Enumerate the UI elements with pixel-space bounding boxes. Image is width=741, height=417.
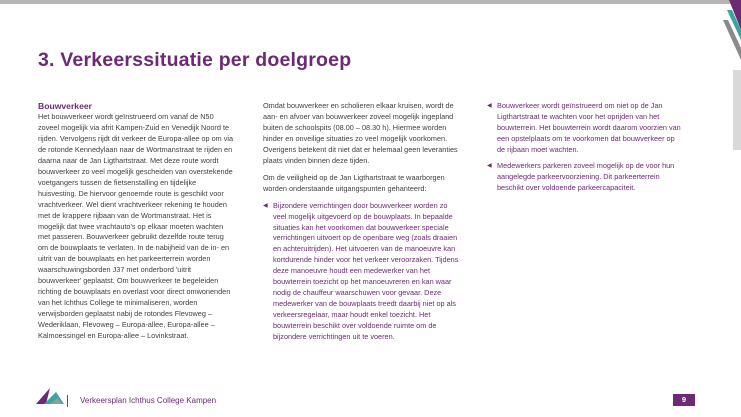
- bullet-text-line: en achteruitrijden). Het uitvoeren van de manoeuvre kan: [273, 244, 456, 254]
- footer-title: Verkeersplan Ichthus College Kampen: [80, 396, 217, 405]
- text-line: buiten de schoolspits (08.00 – 08.30 h). Hiermee worden: [263, 122, 447, 132]
- triangle-bullet-icon: ◀: [487, 103, 492, 109]
- text-line: Overigens betekent dit niet dat er helemaal geen leveranties: [263, 144, 458, 154]
- bullet-text-line: bouwterrein beschikt over voldoende ruimte om de: [273, 321, 437, 331]
- column-right: [487, 101, 702, 199]
- bullet-text-line: bouwterrein. Het bouwterrein wordt daarom voorzien van: [497, 122, 681, 132]
- text-line: bouwverkeer zo veel mogelijk gescheiden van overstekende: [38, 166, 233, 176]
- bullet-text-line: deze manoeuvre houdt een medewerker van het: [273, 266, 430, 276]
- bullet-text-line: kortdurende hinder voor het verkeer veroorzaken. Tijdens: [273, 255, 459, 265]
- text-line: rijden. Vervolgens rijdt dit verkeer de Europa-allee op om via: [38, 133, 234, 143]
- bullet-text-line: verkeersregelaar, maar houdt enkel toezicht. Het: [273, 310, 431, 320]
- page-number: 9: [673, 394, 695, 406]
- footer-divider: [67, 395, 68, 407]
- text-line: zoveel mogelijk via afrit Kampen-Zuid en Venedijk Noord te: [38, 122, 230, 132]
- triangle-bullet-icon: ◀: [487, 162, 492, 169]
- bullet-text-line: Ligthartstraat te wachten voor het oprijden van het: [497, 111, 660, 121]
- column-bouwverkeer: [38, 101, 250, 342]
- bullet-opstelplaats: [487, 101, 702, 156]
- page-title: 3. Verkeerssituatie per doelgroep: [38, 49, 352, 71]
- bullet-text-line: de rijbaan moet wachten.: [497, 144, 579, 154]
- text-line: om de bouwplaats te verlaten. In de nabijheid van de in- en: [38, 243, 230, 253]
- text-line: huisvesting. De hiervoor genoemde route is geschikt voor: [38, 188, 224, 198]
- text-line: Het bouwverkeer wordt geïnstrueerd om vanaf de N50: [38, 112, 214, 121]
- bullet-text-line: medewerker van de bouwplaats treedt daarbij niet op als: [273, 299, 456, 309]
- text-line: worden onderstaande uitgangspunten gehanteerd:: [263, 183, 427, 193]
- text-line: de rotonde Kennedylaan naar de Wortmanstraat te rijden en: [38, 144, 233, 154]
- text-line: plaats vinden binnen deze tijden.: [263, 155, 370, 165]
- text-line: vrachtverkeer. Wel dient vrachtverkeer rekening te houden: [38, 199, 227, 209]
- text-line: met de krappere rijbaan van de Wortmanstraat. Het is: [38, 210, 212, 220]
- text-line: voetgangers tussen de fietsenstalling en tijdelijke: [38, 177, 197, 187]
- text-line: uitrit van de bouwplaats en het parkeerterrein worden: [38, 254, 211, 264]
- paragraph-uitgangspunten: [263, 173, 475, 195]
- text-line: daarna naar de Jan Ligthartstraat. Met deze route wordt: [38, 155, 219, 165]
- bullet-text-line: situaties kan het voorkomen dat bouwverkeer speciale: [273, 222, 449, 232]
- text-line: Wederiklaan, Flevoweg – Europa-allee, Europa-allee –: [38, 320, 215, 330]
- triangle-bullet-icon: ◀: [263, 202, 268, 209]
- text-line: met passeren. Bouwverkeer gebruikt dezelfde route terug: [38, 232, 224, 242]
- text-line: Kalmoessingel en Europa-allee – Lovinkstraat.: [38, 331, 189, 341]
- bullet-text-line: Bijzondere verrichtingen door bouwverkeer worden zo: [273, 200, 448, 210]
- paragraph-schoolspits: [263, 101, 475, 167]
- text-line: hinder en onveilige situaties zo veel mogelijk voorkomen.: [263, 133, 448, 143]
- school-logo-icon: [36, 384, 64, 408]
- text-line: mogelijk dat twee vrachtauto's op elkaar moeten wachten: [38, 221, 224, 231]
- bullet-text-line: een opstelplaats om te voorkomen dat bouwverkeer op: [497, 133, 675, 143]
- bullet-text-line: bouwterrein toezicht op het manoeuvreren en kan waar: [273, 277, 452, 287]
- text-line: verwijsborden geplaatst nabij de rotondes Flevoweg –: [38, 309, 213, 319]
- column-middle: [263, 101, 475, 348]
- bullet-text-line: Bouwverkeer wordt geïnstrueerd om niet op de Jan: [497, 101, 663, 110]
- bullet-bijzondere-verrichtingen: [263, 201, 475, 343]
- bullet-text-line: veel mogelijk uitgevoerd op de bouwplaats. In bepaalde: [273, 211, 453, 221]
- paragraph-bouwverkeer: [38, 112, 250, 342]
- bullet-text-line: beschikt over voldoende parkeercapaciteit.: [497, 182, 636, 192]
- text-line: Omdat bouwverkeer en scholieren elkaar kruisen, wordt de: [263, 101, 454, 110]
- bullet-text-line: aangelegde parkeervoorziening. Dit parkeerterrein: [497, 171, 660, 181]
- text-line: richting de bouwplaats en overlast voor direct omwonenden: [38, 287, 231, 297]
- bullet-parkeren: [487, 161, 702, 194]
- text-line: aan- en afvoer van bouwverkeer zoveel mogelijk ingepland: [263, 111, 454, 121]
- section-heading: Bouwverkeer: [38, 101, 92, 111]
- text-line: bouwverkeer' geplaatst. Om bouwverkeer te begeleiden: [38, 276, 219, 286]
- text-line: waarschuwingsborden J37 met onderbord 'uitrit: [38, 265, 192, 275]
- bullet-text-line: Medewerkers parkeren zoveel mogelijk op de voor hun: [497, 160, 675, 170]
- bullet-text-line: nodig de chauffeur waarschuwen voor gevaar. Deze: [273, 288, 442, 298]
- corner-stripes-decoration: [719, 0, 741, 150]
- bullet-text-line: verrichtingen uitvoert op de openbare weg (zoals draaien: [273, 233, 458, 243]
- top-bar: [0, 0, 741, 4]
- text-line: Om de veiligheid op de Jan Ligthartstraat te waarborgen: [263, 172, 445, 182]
- bullet-text-line: bijzondere verrichtingen uit te voeren.: [273, 332, 395, 342]
- text-line: van het Ichthus College te minimaliseren, worden: [38, 298, 198, 308]
